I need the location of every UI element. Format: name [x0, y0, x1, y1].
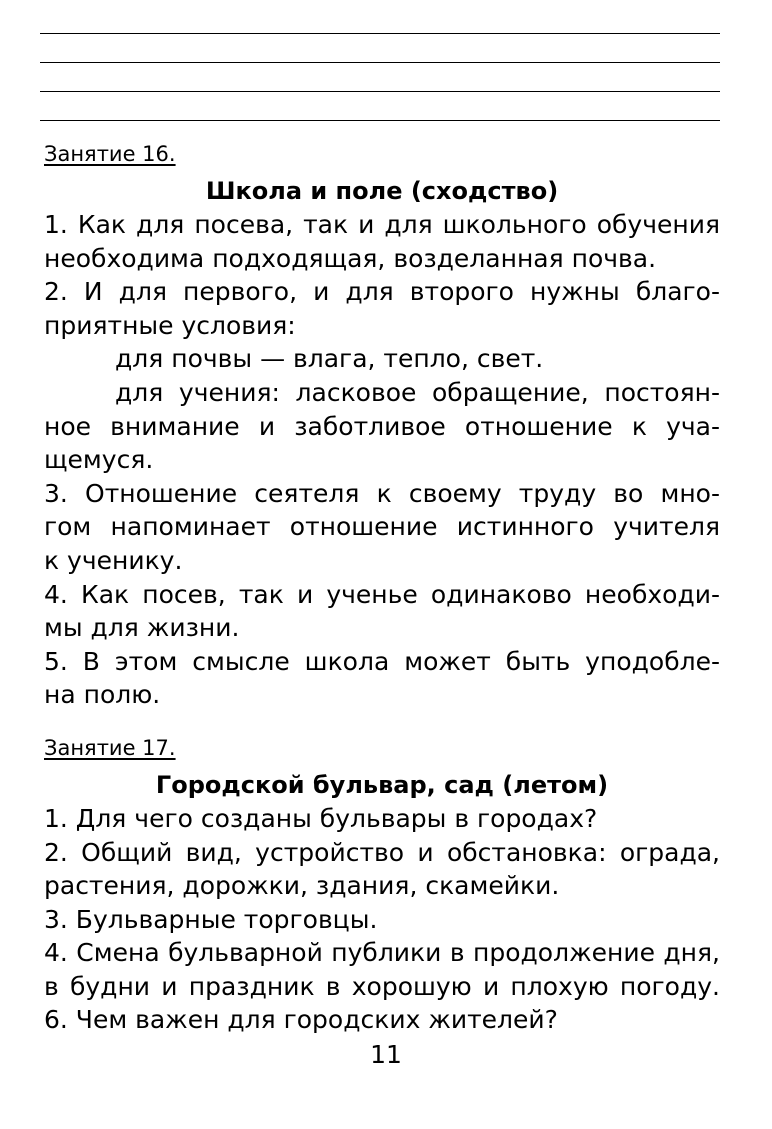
text-line: в будни и праздник в хорошую и плохую погоду.	[44, 971, 720, 1001]
text-line: мы для жизни.	[44, 613, 240, 643]
text-line: 2. Общий вид, устройство и обстановка: ограда,	[44, 837, 720, 867]
text-line: 3. Отношение сеятеля к своему труду во мно-	[44, 478, 720, 508]
writing-line-4	[40, 120, 720, 121]
text-line: 6. Чем важен для городских жителей?	[44, 1005, 558, 1035]
text-line: ное внимание и заботливое отношение к уча-	[44, 411, 720, 441]
lesson-title: Городской бульвар, сад (летом)	[155, 770, 609, 799]
text-line: растения, дорожки, здания, скамейки.	[44, 871, 560, 901]
text-line: щемуся.	[44, 445, 154, 475]
lesson-17	[44, 732, 720, 1037]
text-line: 2. И для первого, и для второго нужны благо-	[44, 277, 720, 307]
text-line: 1. Для чего созданы бульвары в городах?	[44, 803, 598, 833]
text-line: 1. Как для посева, так и для школьного обучения	[44, 210, 720, 239]
text-line: на полю.	[44, 680, 161, 710]
text-line: приятные условия:	[44, 310, 296, 340]
text-line: 4. Смена бульварной публики в продолжение дня,	[44, 938, 720, 968]
writing-line-2	[40, 62, 720, 63]
section-gap	[44, 712, 720, 732]
lesson-title: Школа и поле (сходство)	[205, 177, 559, 205]
text-line: 3. Бульварные торговцы.	[44, 904, 378, 934]
text-line: 5. В этом смысле школа может быть уподобле-	[44, 646, 720, 676]
page-content	[44, 138, 720, 1037]
page-number: 11	[370, 1040, 402, 1069]
text-line: к ученику.	[44, 545, 183, 575]
lesson-label: Занятие 17.	[44, 735, 176, 760]
text-line: для учения: ласковое обращение, постоян-	[115, 377, 720, 407]
lesson-16	[44, 138, 720, 712]
writing-line-3	[40, 91, 720, 92]
text-line: необходима подходящая, возделанная почва.	[44, 243, 657, 273]
writing-line-1	[40, 33, 720, 34]
text-line: 4. Как посев, так и ученье одинаково необходи-	[44, 579, 720, 609]
text-line: для почвы — влага, тепло, свет.	[115, 344, 544, 374]
text-line: гом напоминает отношение истинного учителя	[44, 512, 720, 542]
lesson-label: Занятие 16.	[44, 142, 176, 166]
